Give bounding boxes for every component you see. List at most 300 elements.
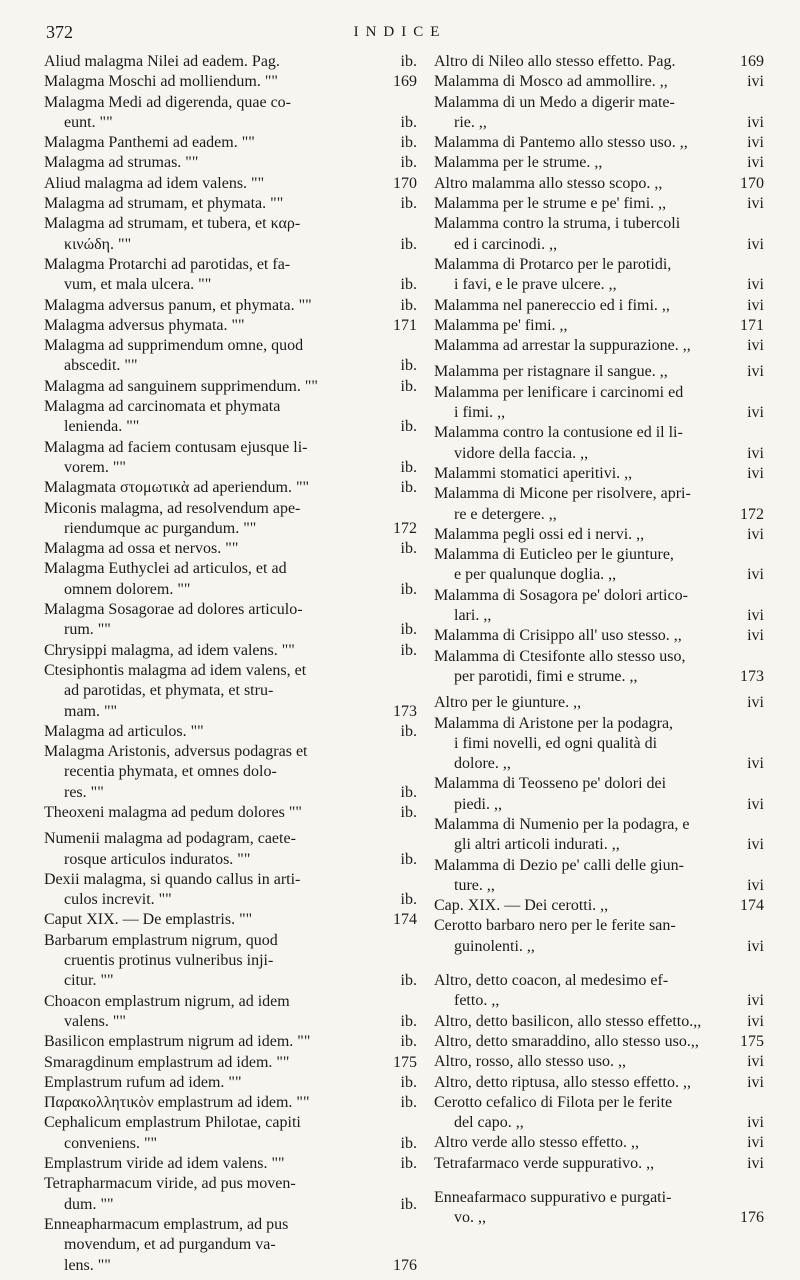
entry-spacer: [434, 1174, 764, 1188]
entry-text: [434, 174, 718, 194]
page-reference: ivi: [747, 1012, 764, 1030]
index-entry: [44, 478, 417, 498]
entry-text: [434, 1052, 718, 1072]
entry-line: Malamma di Mosco ad ammollire. ,,: [434, 73, 668, 91]
entry-text: [434, 815, 718, 856]
entry-text: [44, 397, 359, 438]
entry-text: [44, 539, 359, 559]
page-reference: ivi: [747, 235, 764, 253]
entry-line: Altro di Nileo allo stesso effetto. Pag.: [434, 53, 676, 70]
entry-text: [434, 714, 718, 775]
entry-line: rum. "": [64, 621, 111, 639]
index-entry: [44, 870, 417, 911]
index-entry: [44, 722, 417, 742]
entry-line: Παρακολλητικὸν emplastrum ad idem. "": [44, 1094, 310, 1112]
entry-text: [44, 742, 359, 803]
entry-line: piedi. ,,: [454, 795, 502, 813]
index-entry: [44, 539, 417, 559]
page-reference: ib.: [400, 479, 417, 497]
entry-text: [44, 52, 359, 72]
entry-line: Altro, detto coacon, al medesimo ef-: [434, 972, 669, 990]
entry-line: cruentis protinus vulneribus inji-: [64, 952, 274, 970]
entry-line: Malagma ad faciem contusam ejusque li-: [44, 438, 308, 456]
entry-line: Malamma di un Medo a digerir mate-: [434, 93, 675, 111]
entry-text: [434, 1188, 718, 1229]
entry-line: Malamma per ristagnare il sangue. ,,: [434, 363, 668, 381]
entry-text: [44, 1174, 359, 1215]
entry-text: [434, 423, 718, 464]
page-reference: ivi: [747, 276, 764, 294]
entry-line: Malamma di Micone per risolvere, apri-: [434, 485, 691, 503]
index-entry: [44, 296, 417, 316]
entry-line: Malagma ad ossa et nervos. "": [44, 540, 239, 558]
entry-text: [44, 72, 359, 92]
index-entry: [44, 1174, 417, 1215]
entry-line: movendum, et ad purgandum va-: [64, 1236, 276, 1254]
page-reference: ivi: [747, 627, 764, 645]
latin-index-column: [44, 52, 417, 1276]
entry-text: [44, 803, 359, 823]
index-entry: [434, 647, 764, 688]
entry-line: Cap. XIX. — Dei cerotti. ,,: [434, 897, 609, 915]
entry-line: Malamma di Protarco per le parotidi,: [434, 255, 672, 273]
entry-text: [44, 336, 359, 377]
page-reference: ivi: [747, 404, 764, 422]
index-entry: [44, 1093, 417, 1113]
entry-line: dum. "": [64, 1195, 114, 1213]
entry-line: Malagma Protarchi ad parotidas, et fa-: [44, 255, 291, 273]
index-entry: [434, 1012, 764, 1032]
page-reference: ivi: [747, 607, 764, 625]
index-entry: [44, 641, 417, 661]
page-reference: ib.: [400, 1012, 417, 1030]
page-reference: ib.: [400, 1073, 417, 1091]
index-entry: [44, 336, 417, 377]
index-entry: [434, 714, 764, 775]
page-reference: ib.: [400, 235, 417, 253]
entry-line: Altro verde allo stesso effetto. ,,: [434, 1134, 639, 1152]
page-reference: ivi: [747, 1134, 764, 1152]
entry-text: [434, 93, 718, 134]
index-entry: [44, 559, 417, 600]
entry-text: [44, 377, 359, 397]
index-entry: [44, 255, 417, 296]
entry-line: Cephalicum emplastrum Philotae, capiti: [44, 1114, 301, 1132]
entry-text: [44, 1154, 359, 1174]
index-entry: [44, 1215, 417, 1276]
index-entry: [434, 1073, 764, 1093]
page-reference: ivi: [747, 795, 764, 813]
entry-line: Malagma Sosagorae ad dolores articulo-: [44, 601, 303, 619]
entry-text: [434, 525, 718, 545]
index-entry: [44, 52, 417, 72]
entry-line: ed i carcinodi. ,,: [454, 235, 558, 253]
entry-line: Enneapharmacum emplastrum, ad pus: [44, 1215, 289, 1233]
entry-text: [44, 153, 359, 173]
page-reference: ivi: [747, 836, 764, 854]
index-entry: [434, 916, 764, 957]
entry-line: i fimi. ,,: [454, 404, 506, 422]
page-reference: ib.: [400, 357, 417, 375]
index-entry: [434, 153, 764, 173]
entry-line: Enneafarmaco suppurativo e purgati-: [434, 1189, 672, 1207]
index-entry: [44, 214, 417, 255]
entry-text: [44, 1032, 359, 1052]
index-entry: [434, 133, 764, 153]
page-reference: ivi: [747, 1154, 764, 1172]
index-entry: [434, 586, 764, 627]
index-entry: [44, 133, 417, 153]
page-reference: 175: [740, 1032, 764, 1050]
entry-text: [44, 438, 359, 479]
page-reference: ivi: [747, 1114, 764, 1132]
entry-text: [434, 296, 718, 316]
page-reference: ivi: [747, 937, 764, 955]
page-reference: ib.: [400, 1033, 417, 1051]
entry-line: Malagma ad strumam, et tubera, et καρ-: [44, 215, 301, 233]
entry-text: [44, 910, 359, 930]
entry-text: [434, 1093, 718, 1134]
entry-text: [44, 133, 359, 153]
entry-text: [434, 1012, 718, 1032]
entry-text: [434, 1154, 718, 1174]
entry-text: [44, 829, 359, 870]
page-reference: 170: [740, 174, 764, 192]
index-entry: [434, 255, 764, 296]
entry-line: Malamma nel panereccio ed i fimi. ,,: [434, 296, 670, 314]
index-entry: [44, 910, 417, 930]
entry-line: Aliud malagma Nilei ad eadem. Pag.: [44, 53, 280, 70]
entry-text: [434, 362, 718, 382]
index-entry: [434, 815, 764, 856]
entry-line: Malamma contro la contusione ed il li-: [434, 424, 683, 442]
entry-line: Malagma ad articulos. "": [44, 722, 204, 740]
index-entry: [434, 296, 764, 316]
index-entry: [44, 1053, 417, 1073]
entry-text: [44, 255, 359, 296]
entry-line: citur. "": [64, 972, 114, 990]
entry-line: gli altri articoli indurati. ,,: [454, 836, 620, 854]
entry-text: [434, 1032, 718, 1052]
index-entry: [44, 377, 417, 397]
page-reference: ivi: [747, 113, 764, 131]
index-entry: [434, 52, 764, 72]
entry-line: Malamma per lenificare i carcinomi ed: [434, 383, 684, 401]
entry-text: [434, 971, 718, 1012]
entry-text: [434, 626, 718, 646]
page-reference: 176: [740, 1209, 764, 1227]
entry-line: e per qualunque doglia. ,,: [454, 566, 617, 584]
entry-spacer: [434, 957, 764, 971]
entry-line: Cerotto cefalico di Filota per le ferite: [434, 1093, 673, 1111]
entry-line: Malagmata στομωτικὰ ad aperiendum. "": [44, 479, 309, 497]
entry-line: Malamma di Aristone per la podagra,: [434, 714, 674, 732]
entry-line: ture. ,,: [454, 876, 495, 894]
entry-text: [44, 931, 359, 992]
entry-line: guinolenti. ,,: [454, 937, 535, 955]
page-reference: ib.: [400, 418, 417, 436]
page-reference: ib.: [400, 621, 417, 639]
entry-text: [44, 1053, 359, 1073]
entry-text: [434, 214, 718, 255]
index-entry: [44, 600, 417, 641]
page-reference: ivi: [747, 755, 764, 773]
page-reference: ib.: [400, 195, 417, 213]
entry-text: [44, 641, 359, 661]
page-header: [0, 22, 800, 52]
entry-line: rosque articulos induratos. "": [64, 850, 251, 868]
index-entry: [434, 383, 764, 424]
index-entry: [44, 153, 417, 173]
entry-line: Aliud malagma ad idem valens. "": [44, 174, 265, 192]
entry-text: [434, 1073, 718, 1093]
entry-text: [44, 559, 359, 600]
entry-line: re e detergere. ,,: [454, 505, 557, 523]
entry-line: lens. "": [64, 1256, 111, 1274]
entry-text: [44, 722, 359, 742]
entry-line: mam. "": [64, 702, 118, 720]
entry-line: Malagma ad supprimendum omne, quod: [44, 337, 304, 355]
entry-text: [44, 992, 359, 1033]
page-reference: ivi: [747, 195, 764, 213]
entry-line: Malammi stomatici aperitivi. ,,: [434, 464, 633, 482]
page-reference: ib.: [400, 891, 417, 909]
index-entry: [434, 194, 764, 214]
index-entry: [44, 438, 417, 479]
page-reference: ivi: [747, 73, 764, 91]
entry-text: [434, 72, 718, 92]
entry-text: [434, 774, 718, 815]
entry-line: Malagma ad strumam, et phymata. "": [44, 195, 284, 213]
entry-line: abscedit. "": [64, 357, 138, 375]
page-reference: ib.: [400, 641, 417, 659]
entry-line: κινώδη. "": [64, 235, 132, 253]
index-entry: [44, 1154, 417, 1174]
entry-text: [44, 93, 359, 134]
entry-line: Malamma di Numenio per la podagra, e: [434, 815, 690, 833]
entry-line: Malagma ad carcinomata et phymata: [44, 398, 281, 416]
entry-line: Malamma di Dezio pe' calli delle giun-: [434, 856, 684, 874]
page-reference: 173: [740, 667, 764, 685]
index-entry: [44, 1032, 417, 1052]
entry-text: [434, 255, 718, 296]
page-reference: ib.: [400, 1094, 417, 1112]
entry-line: Malagma Euthyclei ad articulos, et ad: [44, 560, 287, 578]
page-reference: 174: [740, 897, 764, 915]
index-entry: [44, 72, 417, 92]
entry-text: [44, 600, 359, 641]
entry-line: Altro per le giunture. ,,: [434, 694, 582, 712]
page-reference: 169: [740, 53, 764, 70]
index-entry: [434, 856, 764, 897]
page-reference: ib.: [400, 154, 417, 172]
page-reference: ivi: [747, 134, 764, 152]
index-entry: [434, 316, 764, 336]
entry-line: ad parotidas, et phymata, et stru-: [64, 682, 274, 700]
index-entry: [44, 174, 417, 194]
page-reference: ib.: [400, 540, 417, 558]
entry-text: [434, 316, 718, 336]
entry-text: [434, 153, 718, 173]
entry-line: Altro malamma allo stesso scopo. ,,: [434, 174, 663, 192]
entry-text: [434, 133, 718, 153]
entry-text: [434, 545, 718, 586]
index-entry: [44, 93, 417, 134]
entry-line: Malagma Panthemi ad eadem. "": [44, 134, 255, 152]
entry-line: dolore. ,,: [454, 755, 511, 773]
entry-line: Emplastrum viride ad idem valens. "": [44, 1155, 285, 1173]
page-reference: ib.: [400, 972, 417, 990]
entry-line: Malamma di Teosseno pe' dolori dei: [434, 775, 667, 793]
index-entry: [434, 1154, 764, 1174]
index-entry: [44, 316, 417, 336]
page-reference: ib.: [400, 377, 417, 395]
page-reference: ib.: [400, 580, 417, 598]
index-entry: [44, 803, 417, 823]
index-entry: [434, 336, 764, 356]
index-entry: [44, 742, 417, 803]
entry-text: [44, 1113, 359, 1154]
page-reference: ib.: [400, 803, 417, 821]
entry-line: Altro, detto riptusa, allo stesso effetto. ,,: [434, 1073, 691, 1091]
entry-line: omnem dolorem. "": [64, 580, 191, 598]
entry-text: [434, 693, 718, 713]
entry-line: Malamma ad arrestar la suppurazione. ,,: [434, 337, 691, 355]
page-reference: 171: [393, 316, 417, 334]
page-reference: ivi: [747, 1053, 764, 1071]
index-entry: [434, 971, 764, 1012]
entry-text: [434, 484, 718, 525]
entry-line: lenienda. "": [64, 418, 140, 436]
entry-line: Dexii malagma, si quando callus in arti-: [44, 870, 301, 888]
index-entry: [434, 626, 764, 646]
entry-text: [44, 1093, 359, 1113]
entry-text: [44, 1073, 359, 1093]
entry-line: Altro, detto basilicon, allo stesso effetto.,,: [434, 1012, 702, 1030]
index-entry: [434, 464, 764, 484]
entry-text: [434, 464, 718, 484]
index-entry: [434, 545, 764, 586]
page-reference: ib.: [400, 722, 417, 740]
entry-line: Caput XIX. — De emplastris. "": [44, 911, 253, 929]
page-reference: 174: [393, 911, 417, 929]
index-entry: [44, 992, 417, 1033]
index-entry: [434, 1188, 764, 1229]
entry-line: Cerotto barbaro nero per le ferite san-: [434, 917, 676, 935]
entry-text: [434, 896, 718, 916]
entry-text: [434, 336, 718, 356]
entry-line: per parotidi, fimi e strume. ,,: [454, 667, 638, 685]
page-reference: 173: [393, 702, 417, 720]
index-entry: [434, 1093, 764, 1134]
page-reference: ivi: [747, 296, 764, 314]
entry-text: [44, 214, 359, 255]
page-reference: 172: [393, 519, 417, 537]
index-entry: [434, 72, 764, 92]
entry-line: Malamma per le strume. ,,: [434, 154, 603, 172]
index-entry: [44, 931, 417, 992]
entry-line: Barbarum emplastrum nigrum, quod: [44, 931, 278, 949]
entry-text: [44, 194, 359, 214]
running-head: INDICE: [353, 24, 447, 40]
entry-line: Malamma pegli ossi ed i nervi. ,,: [434, 525, 645, 543]
page-reference: 169: [393, 73, 417, 91]
page-reference: ivi: [747, 363, 764, 381]
entry-line: Malamma per le strume e pe' fimi. ,,: [434, 195, 667, 213]
page-reference: ivi: [747, 694, 764, 712]
entry-line: Malamma di Euticleo per le giunture,: [434, 546, 674, 564]
index-entry: [44, 499, 417, 540]
entry-line: Malamma di Sosagora pe' dolori artico-: [434, 586, 688, 604]
page-reference: ib.: [400, 783, 417, 801]
entry-line: eunt. "": [64, 113, 113, 131]
index-entry: [434, 525, 764, 545]
page-reference: ib.: [400, 134, 417, 152]
entry-text: [44, 661, 359, 722]
entry-text: [434, 52, 718, 72]
entry-text: [44, 174, 359, 194]
index-entry: [44, 194, 417, 214]
entry-line: Ctesiphontis malagma ad idem valens, et: [44, 661, 307, 679]
index-entry: [434, 174, 764, 194]
page-reference: ib.: [400, 296, 417, 314]
entry-line: Altro, detto smaraddino, allo stesso uso.,,: [434, 1032, 699, 1050]
entry-line: Malamma di Pantemo allo stesso uso. ,,: [434, 134, 688, 152]
page-reference: 172: [740, 505, 764, 523]
page-reference: ivi: [747, 566, 764, 584]
entry-line: Choacon emplastrum nigrum, ad idem: [44, 992, 290, 1010]
page-reference: ivi: [747, 337, 764, 355]
entry-line: culos increvit. "": [64, 891, 172, 909]
page-reference: ivi: [747, 464, 764, 482]
index-entry: [434, 93, 764, 134]
index-entry: [434, 1052, 764, 1072]
index-entry: [434, 896, 764, 916]
entry-line: Basilicon emplastrum nigrum ad idem. "": [44, 1033, 311, 1051]
entry-line: Malagma Medi ad digerenda, quae co-: [44, 93, 292, 111]
entry-line: vidore della faccia. ,,: [454, 444, 589, 462]
page-reference: ivi: [747, 992, 764, 1010]
entry-line: Malagma ad sanguinem supprimendum. "": [44, 377, 318, 395]
page-reference: ib.: [400, 1155, 417, 1173]
index-entry: [44, 1113, 417, 1154]
entry-text: [434, 916, 718, 957]
entry-line: recentia phymata, et omnes dolo-: [64, 763, 277, 781]
entry-line: riendumque ac purgandum. "": [64, 519, 257, 537]
entry-line: Tetrapharmacum viride, ad pus moven-: [44, 1175, 296, 1193]
entry-line: Theoxeni malagma ad pedum dolores "": [44, 803, 302, 821]
page-reference: 171: [740, 316, 764, 334]
page-reference: ivi: [747, 525, 764, 543]
page-reference: ivi: [747, 444, 764, 462]
entry-line: Emplastrum rufum ad idem. "": [44, 1073, 242, 1091]
entry-text: [44, 870, 359, 911]
index-entry: [44, 1073, 417, 1093]
entry-text: [44, 1215, 359, 1276]
entry-text: [44, 296, 359, 316]
entry-text: [434, 383, 718, 424]
entry-line: i fimi novelli, ed ogni qualità di: [454, 734, 658, 752]
index-entry: [434, 214, 764, 255]
entry-line: Malamma di Ctesifonte allo stesso uso,: [434, 647, 686, 665]
index-entry: [434, 362, 764, 382]
entry-line: Tetrafarmaco verde suppurativo. ,,: [434, 1154, 655, 1172]
entry-text: [44, 316, 359, 336]
entry-text: [434, 1133, 718, 1153]
entry-line: Chrysippi malagma, ad idem valens. "": [44, 641, 295, 659]
entry-line: lari. ,,: [454, 607, 492, 625]
index-entry: [434, 774, 764, 815]
